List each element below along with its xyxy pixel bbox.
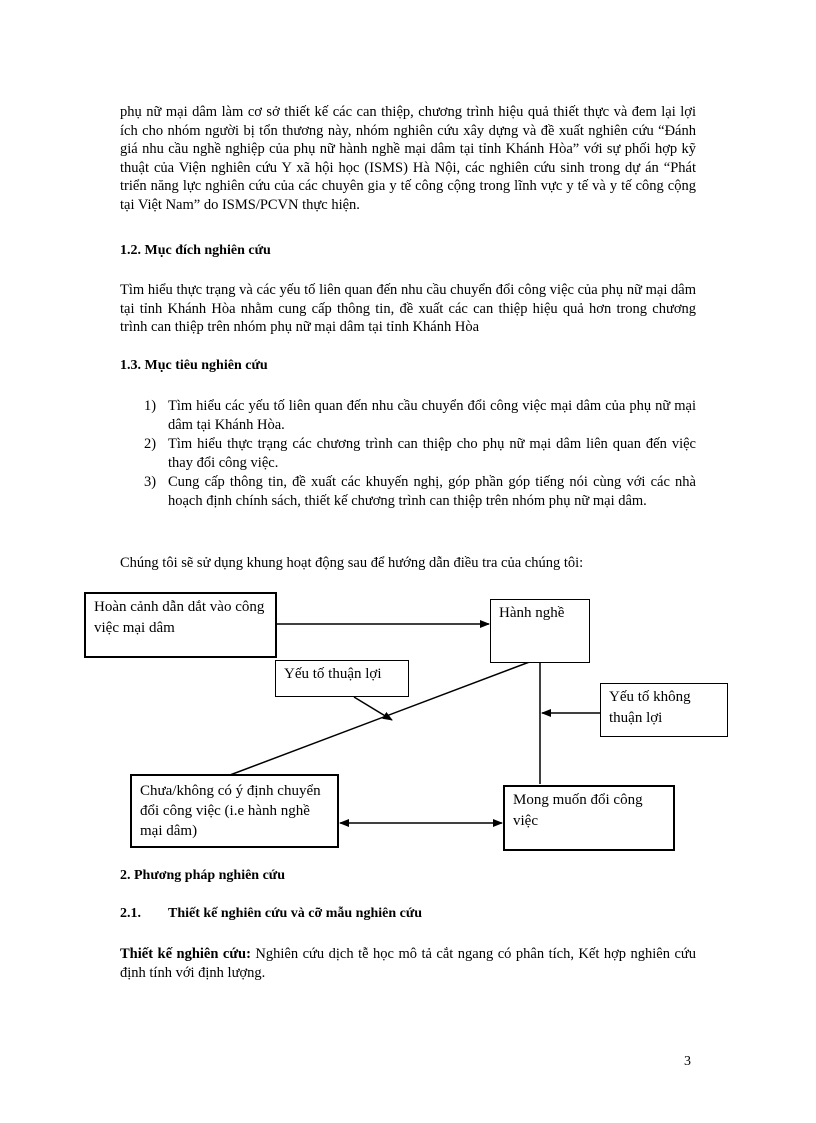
heading-2-1-title: Thiết kế nghiên cứu và cỡ mẫu nghiên cứu <box>168 906 423 921</box>
objective-number: 3) <box>144 474 157 490</box>
box-unfavorable-factors: Yếu tố không thuận lợi <box>600 683 728 737</box>
objective-number: 2) <box>144 436 157 452</box>
intro-paragraph: phụ nữ mại dâm làm cơ sở thiết kế các can thiệp, chương trình hiệu quả thiết thực và đem lại lợi ích cho nhóm người bị tổn thương này, nhóm nghiên cứu xây dựng và đề xuất nghiên cứu “Đánh giá nhu cầu nghề nghiệp của phụ nữ hành nghề mại dâm tại tỉnh Khánh Hòa” với sự phối hợp kỹ thuật của Viện nghiên cứu Y xã hội học (ISMS) Hà Nội, các nghiên cứu sinh trong dự án “Phát triển năng lực nghiên cứu của các chuyên gia y tế công cộng trong lĩnh vực y tế và y tế công cộng tại Việt Nam” do ISMS/PCVN thực hiện. <box>120 104 696 213</box>
study-design-paragraph <box>120 945 696 982</box>
heading-1-3: 1.3. Mục tiêu nghiên cứu <box>120 358 268 373</box>
study-design-label: Thiết kế nghiên cứu: <box>120 946 251 962</box>
box-favorable-factors: Yếu tố thuận lợi <box>275 660 409 697</box>
objective-number: 1) <box>144 398 157 414</box>
heading-1-2: 1.2. Mục đích nghiên cứu <box>120 243 271 258</box>
box-practice: Hành nghề <box>490 599 590 663</box>
arrow-favorable-to-diagonal <box>354 697 392 720</box>
box-desire-change: Mong muốn đổi công việc <box>503 785 675 851</box>
box-circumstances: Hoàn cảnh dẫn dắt vào công việc mại dâm <box>84 592 277 658</box>
objective-text: Tìm hiểu thực trạng các chương trình can thiệp cho phụ nữ mại dâm liên quan đến việc thay đổi công việc. <box>168 436 696 471</box>
page-number: 3 <box>684 1054 691 1069</box>
objective-text: Tìm hiểu các yếu tố liên quan đến nhu cầu chuyển đổi công việc mại dâm của phụ nữ mại dâm tại Khánh Hòa. <box>168 398 696 433</box>
box-no-intention: Chưa/không có ý định chuyển đổi công việc (i.e hành nghề mại dâm) <box>130 774 339 848</box>
study-design-text: Nghiên cứu dịch tễ học mô tả cắt ngang có phân tích, Kết hợp nghiên cứu định tính với định lượng. <box>120 946 697 981</box>
objective-text: Cung cấp thông tin, đề xuất các khuyến nghị, góp phần góp tiếng nói cùng với các nhà hoạch định chính sách, thiết kế chương trình can thiệp trên nhóm phụ nữ mại dâm. <box>168 474 696 509</box>
heading-2-1-number: 2.1. <box>120 906 141 921</box>
purpose-paragraph: Tìm hiểu thực trạng và các yếu tố liên quan đến nhu cầu chuyển đổi công việc của phụ nữ mại dâm tại tỉnh Khánh Hòa nhằm cung cấp thông tin, đề xuất các can thiệp hiệu quả hơn trong chương trình can thiệp trên nhóm phụ nữ mại dâm tại tỉnh Khánh Hòa <box>120 282 696 335</box>
heading-2: 2. Phương pháp nghiên cứu <box>120 868 285 883</box>
framework-intro: Chúng tôi sẽ sử dụng khung hoạt động sau để hướng dẫn điều tra của chúng tôi: <box>120 555 584 571</box>
